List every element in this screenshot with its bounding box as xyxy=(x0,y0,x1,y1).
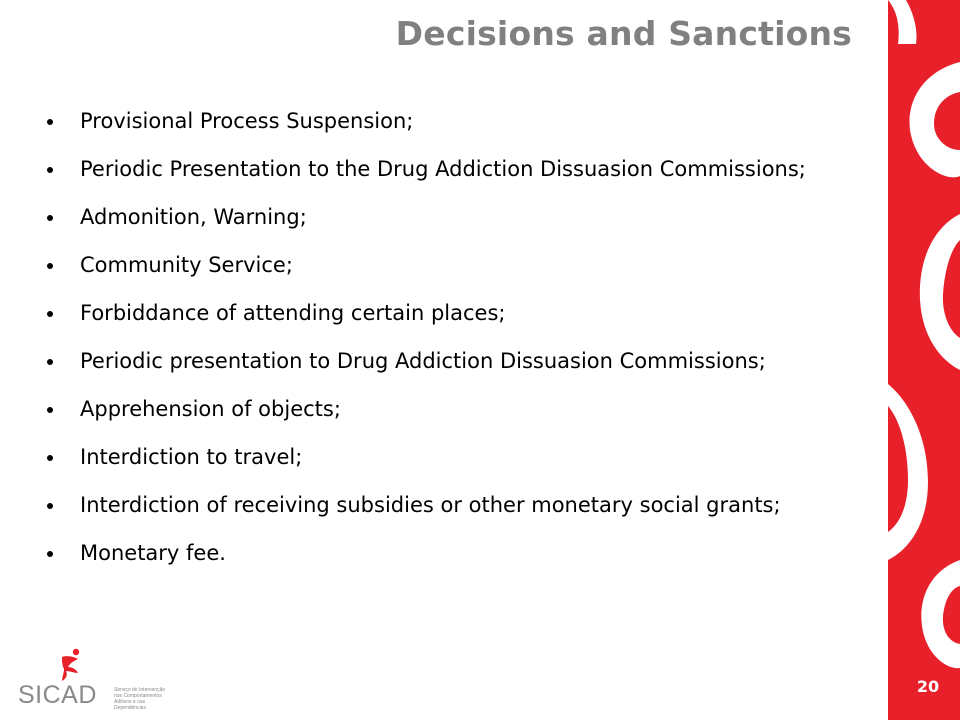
bullet-item xyxy=(44,442,859,473)
bullet-text: Interdiction to travel; xyxy=(80,445,303,469)
bullet-item xyxy=(44,202,859,233)
bullet-item xyxy=(44,394,859,425)
bullet-dot xyxy=(47,215,53,221)
bullet-item xyxy=(44,346,859,377)
bullet-item xyxy=(44,298,859,329)
sicad-logo-figure-icon xyxy=(56,647,86,681)
bullet-text: Apprehension of objects; xyxy=(80,397,341,421)
bullet-list xyxy=(44,106,859,586)
bullet-dot xyxy=(47,455,53,461)
bullet-item xyxy=(44,250,859,281)
logo-wordmark: SICAD xyxy=(18,681,97,709)
bullet-text: Community Service; xyxy=(80,253,293,277)
bullet-text: Interdiction of receiving subsidies or other monetary social grants; xyxy=(80,493,781,517)
bullet-text: Periodic presentation to Drug Addiction Dissuasion Commissions; xyxy=(80,349,766,373)
bullet-item xyxy=(44,154,859,185)
slide-title: Decisions and Sanctions xyxy=(395,14,852,53)
bullet-dot xyxy=(47,407,53,413)
bullet-dot xyxy=(47,359,53,365)
page-number: 20 xyxy=(916,677,940,696)
bullet-text: Admonition, Warning; xyxy=(80,205,307,229)
bullet-text: Monetary fee. xyxy=(80,541,226,565)
bullet-dot xyxy=(47,167,53,173)
bullet-text: Periodic Presentation to the Drug Addiction Dissuasion Commissions; xyxy=(80,157,806,181)
logo-subtitle: Serviço de Intervenção nos Comportamentos Aditivos e nas Dependências xyxy=(114,687,166,711)
decorative-red-band xyxy=(888,0,960,720)
bullet-dot xyxy=(47,311,53,317)
bullet-text: Provisional Process Suspension; xyxy=(80,109,414,133)
bullet-dot xyxy=(47,503,53,509)
sicad-logo xyxy=(12,647,172,711)
bullet-dot xyxy=(47,263,53,269)
bullet-dot xyxy=(47,551,53,557)
bullet-item xyxy=(44,490,859,521)
bullet-dot xyxy=(47,119,53,125)
bullet-item xyxy=(44,538,859,569)
bullet-item xyxy=(44,106,859,137)
bullet-text: Forbiddance of attending certain places; xyxy=(80,301,506,325)
